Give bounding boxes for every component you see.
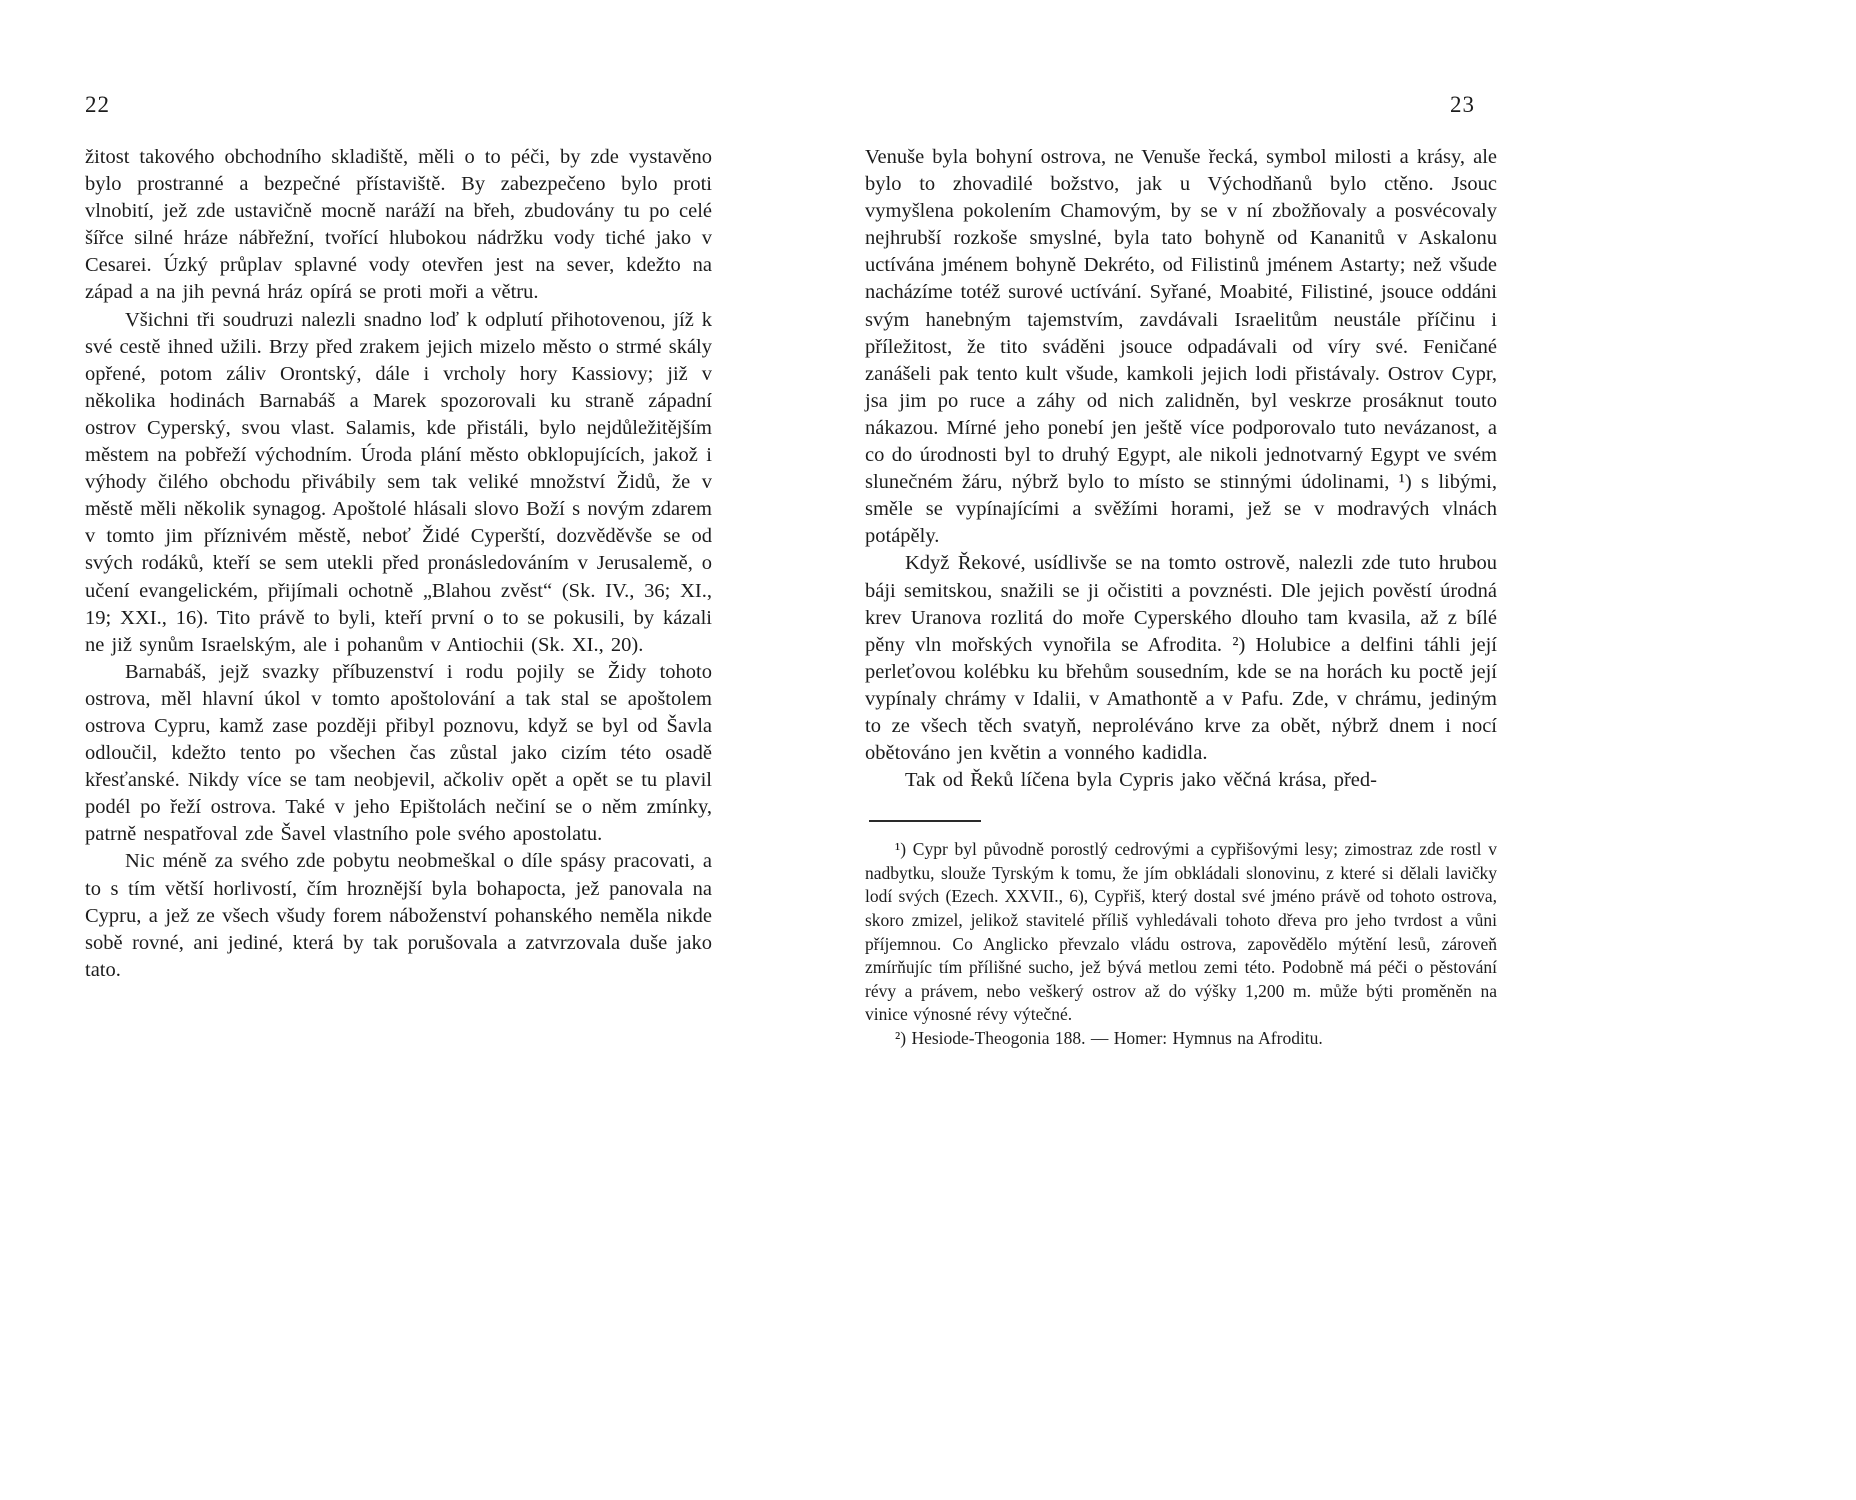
paragraph: Tak od Řeků líčena byla Cypris jako věčná krása, před- (905, 769, 1377, 792)
paragraph: Nic méně za svého zde pobytu neobmeškal o díle spásy pracovati, a to s tím větší horlivostí, čím hroznější byla bohapocta, jež panovala na Cypru, a jež ze všech všudy forem náboženství pohanského neměla nikde sobě rovné, ani jediné, která by tak porušovala a zatvrzovala duše jako tato. (85, 850, 712, 981)
page-left (85, 0, 712, 1500)
paragraph: žitost takového obchodního skladiště, měli o to péči, by zde vystavěno bylo prostranné a bezpečné přístaviště. By zabezpečeno bylo proti vlnobití, jež zde ustavičně mocně naráží na břeh, zbudovány tu po celé šířce silné hráze nábřežní, tvořící hlubokou nádržku vody tiché jako v Cesarei. Úzký průplav splavné vody otevřen jest na sever, kdežto na západ a na jih pevná hráz opírá se proti moři a větru. (85, 146, 712, 304)
left-page-body-text (85, 144, 712, 984)
footnote: ¹) Cypr byl původně porostlý cedrovými a cypřišovými lesy; zimostraz zde rostl v nadbytku, slouže Tyrským k tomu, že jím obkládali slonovinu, z které si dělali lavičky lodí svých (Ezech. XXVII., 6), Cypřiš, který dostal své jméno právě od tohoto ostrova, skoro zmizel, jelikož stavitelé příliš vyhledávali tohoto dřeva pro jeho tvrdost a vůni příjemnou. Co Anglicko převzalo vládu ostrova, zapovědělo mýtění lesů, zároveň zmírňujíc tím přílišné sucho, jež bývá metlou zemi této. Podobně má péči o pěstování révy a právem, nebo veškerý ostrov až do výšky 1,200 m. může býti proměněn na vinice výnosné révy výtečné. (865, 839, 1497, 1025)
footnotes (865, 838, 1497, 1050)
paragraph: Barnabáš, jejž svazky příbuzenství i rodu pojily se Židy tohoto ostrova, měl hlavní úkol v tomto apoštolování a tak stal se apoštolem ostrova Cypru, kamž zase později přibyl poznovu, když se byl od Šavla odloučil, kdežto tento po všechen čas zůstal jako cizím této osadě křesťanské. Nikdy více se tam neobjevil, ačkoliv opět a opět se tu plavil podél po řeží ostrova. Také v jeho Epištolách nečiní se o něm zmínky, patrně nespatřoval zde Šavel vlastního pole svého apostolatu. (85, 660, 712, 846)
paragraph: Všichni tři soudruzi nalezli snadno loď k odplutí přihotovenou, jíž k své cestě ihned užili. Brzy před zrakem jejich mizelo město o strmé skály opřené, potom záliv Orontský, dále i vrcholy hory Kassiovy; již v několika hodinách Barnabáš a Marek spozorovali ku straně západní ostrov Cyperský, svou vlast. Salamis, kde přistáli, bylo nejdůležitějším městem na pobřeží východním. Úroda plání město obklopujících, jakož i výhody čilého obchodu přivábily sem tak veliké množství Židů, že v městě měli několik synagog. Apoštolé hlásali slovo Boží s novým zdarem v tomto jim příznivém městě, neboť Židé Cyperští, dozvěděvše se od svých rodáků, kteří se sem utekli před pronásledováním v Jerusalemě, o učení evangelickém, přijímali ochotně „Blahou zvěst“ (Sk. IV., 36; XI., 19; XXI., 16). Tito právě to byli, kteří první o to se pokusili, by kázali ne již synům Israelským, ale i pohanům v Antiochii (Sk. XI., 20). (85, 308, 712, 656)
right-page-body-text (865, 144, 1497, 794)
page-number-left: 22 (85, 92, 110, 117)
paragraph: Když Řekové, usídlivše se na tomto ostrově, nalezli zde tuto hrubou báji semitskou, snažili se ji očistiti a povznésti. Dle jejich pověstí úrodná krev Uranova rozlitá do moře Cyperského dlouho tam kvasila, až z bílé pěny vln mořských vynořila se Afrodita. ²) Holubice a delfini táhli její perleťovou kolébku ku břehům sousedním, kde se na horách ku poctě její vypínaly chrámy v Idalii, v Amathontě a v Pafu. Zde, v chrámu, jediným to ze všech těch svatyň, neproléváno krve za obět, nýbrž dnem i nocí obětováno jen květin a vonného kadidla. (865, 552, 1497, 765)
paragraph: Venuše byla bohyní ostrova, ne Venuše řecká, symbol milosti a krásy, ale bylo to zhovadilé božstvo, jak u Východňanů bylo ctěno. Jsouc vymyšlena pokolením Chamovým, by se v ní zbožňovaly a posvécovaly nejhrubší rozkoše smyslné, byla tato bohyně od Kananitů v Askalonu uctívána jménem bohyně Dekréto, od Filistinů jménem Astarty; než všude nacházíme totéž surové uctívání. Syřané, Moabité, Filistiné, jsouce oddáni svým hanebným tajemstvím, zavdávali Israelitům neustále příčinu i příležitost, že tito sváděni jsouce odpadávali od víry své. Feničané zanášeli pak tento kult všude, kamkoli jejich lodi přistávaly. Ostrov Cypr, jsa jim po ruce a záhy od nich zalidněn, byl veskrze prosáknut touto nákazou. Mírné jeho ponebí jen ještě více podporovalo tuto nevázanost, a co do úrodnosti byl to druhý Egypt, ale nikoli jednotvarný Egypt ve svém slunečném žáru, nýbrž bylo to místo se stinnými údolinami, ¹) s libými, směle se vypínajícími a svěžími horami, jež se v modravých vlnách potápěly. (865, 146, 1497, 548)
footnote: ²) Hesiode-Theogonia 188. — Homer: Hymnus na Afroditu. (895, 1028, 1323, 1048)
page-right (865, 0, 1497, 1500)
page-number-right: 23 (1450, 92, 1475, 117)
footnote-separator (869, 820, 981, 822)
